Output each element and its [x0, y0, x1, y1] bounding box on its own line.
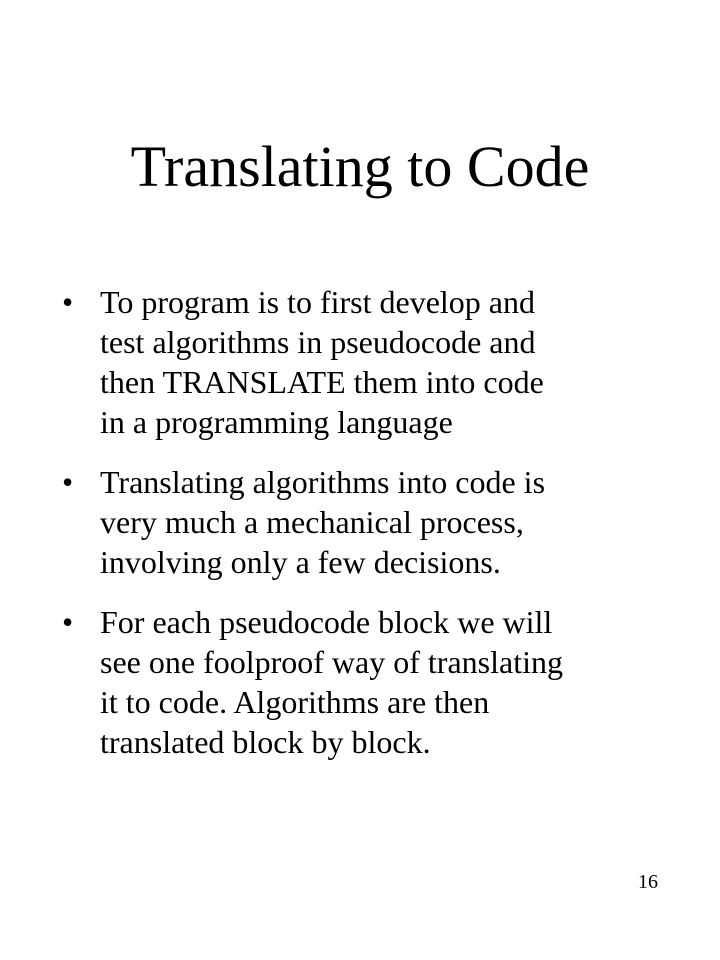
- bullet-line: involving only a few decisions.: [100, 544, 501, 580]
- bullet-marker: •: [62, 604, 74, 640]
- bullet-line: For each pseudocode block we will: [100, 604, 553, 640]
- bullet-line: test algorithms in pseudocode and: [100, 324, 536, 360]
- bullet-line: Translating algorithms into code is: [100, 464, 546, 500]
- bullet-line: then TRANSLATE them into code: [100, 364, 544, 400]
- bullet-item-3: [60, 602, 700, 762]
- page-number: 16: [638, 871, 658, 893]
- bullet-line: it to code. Algorithms are then: [100, 684, 490, 720]
- bullet-line: in a programming language: [100, 404, 453, 440]
- bullet-item-2: [60, 462, 700, 582]
- bullet-line: see one foolproof way of translating: [100, 644, 563, 680]
- bullet-list: [60, 282, 700, 782]
- slide-title: Translating to Code: [130, 134, 590, 199]
- bullet-line: translated block by block.: [100, 724, 431, 760]
- bullet-line: To program is to first develop and: [100, 284, 535, 320]
- bullet-marker: •: [62, 284, 74, 320]
- bullet-line: very much a mechanical process,: [100, 504, 524, 540]
- bullet-marker: •: [62, 464, 74, 500]
- bullet-item-1: [60, 282, 700, 442]
